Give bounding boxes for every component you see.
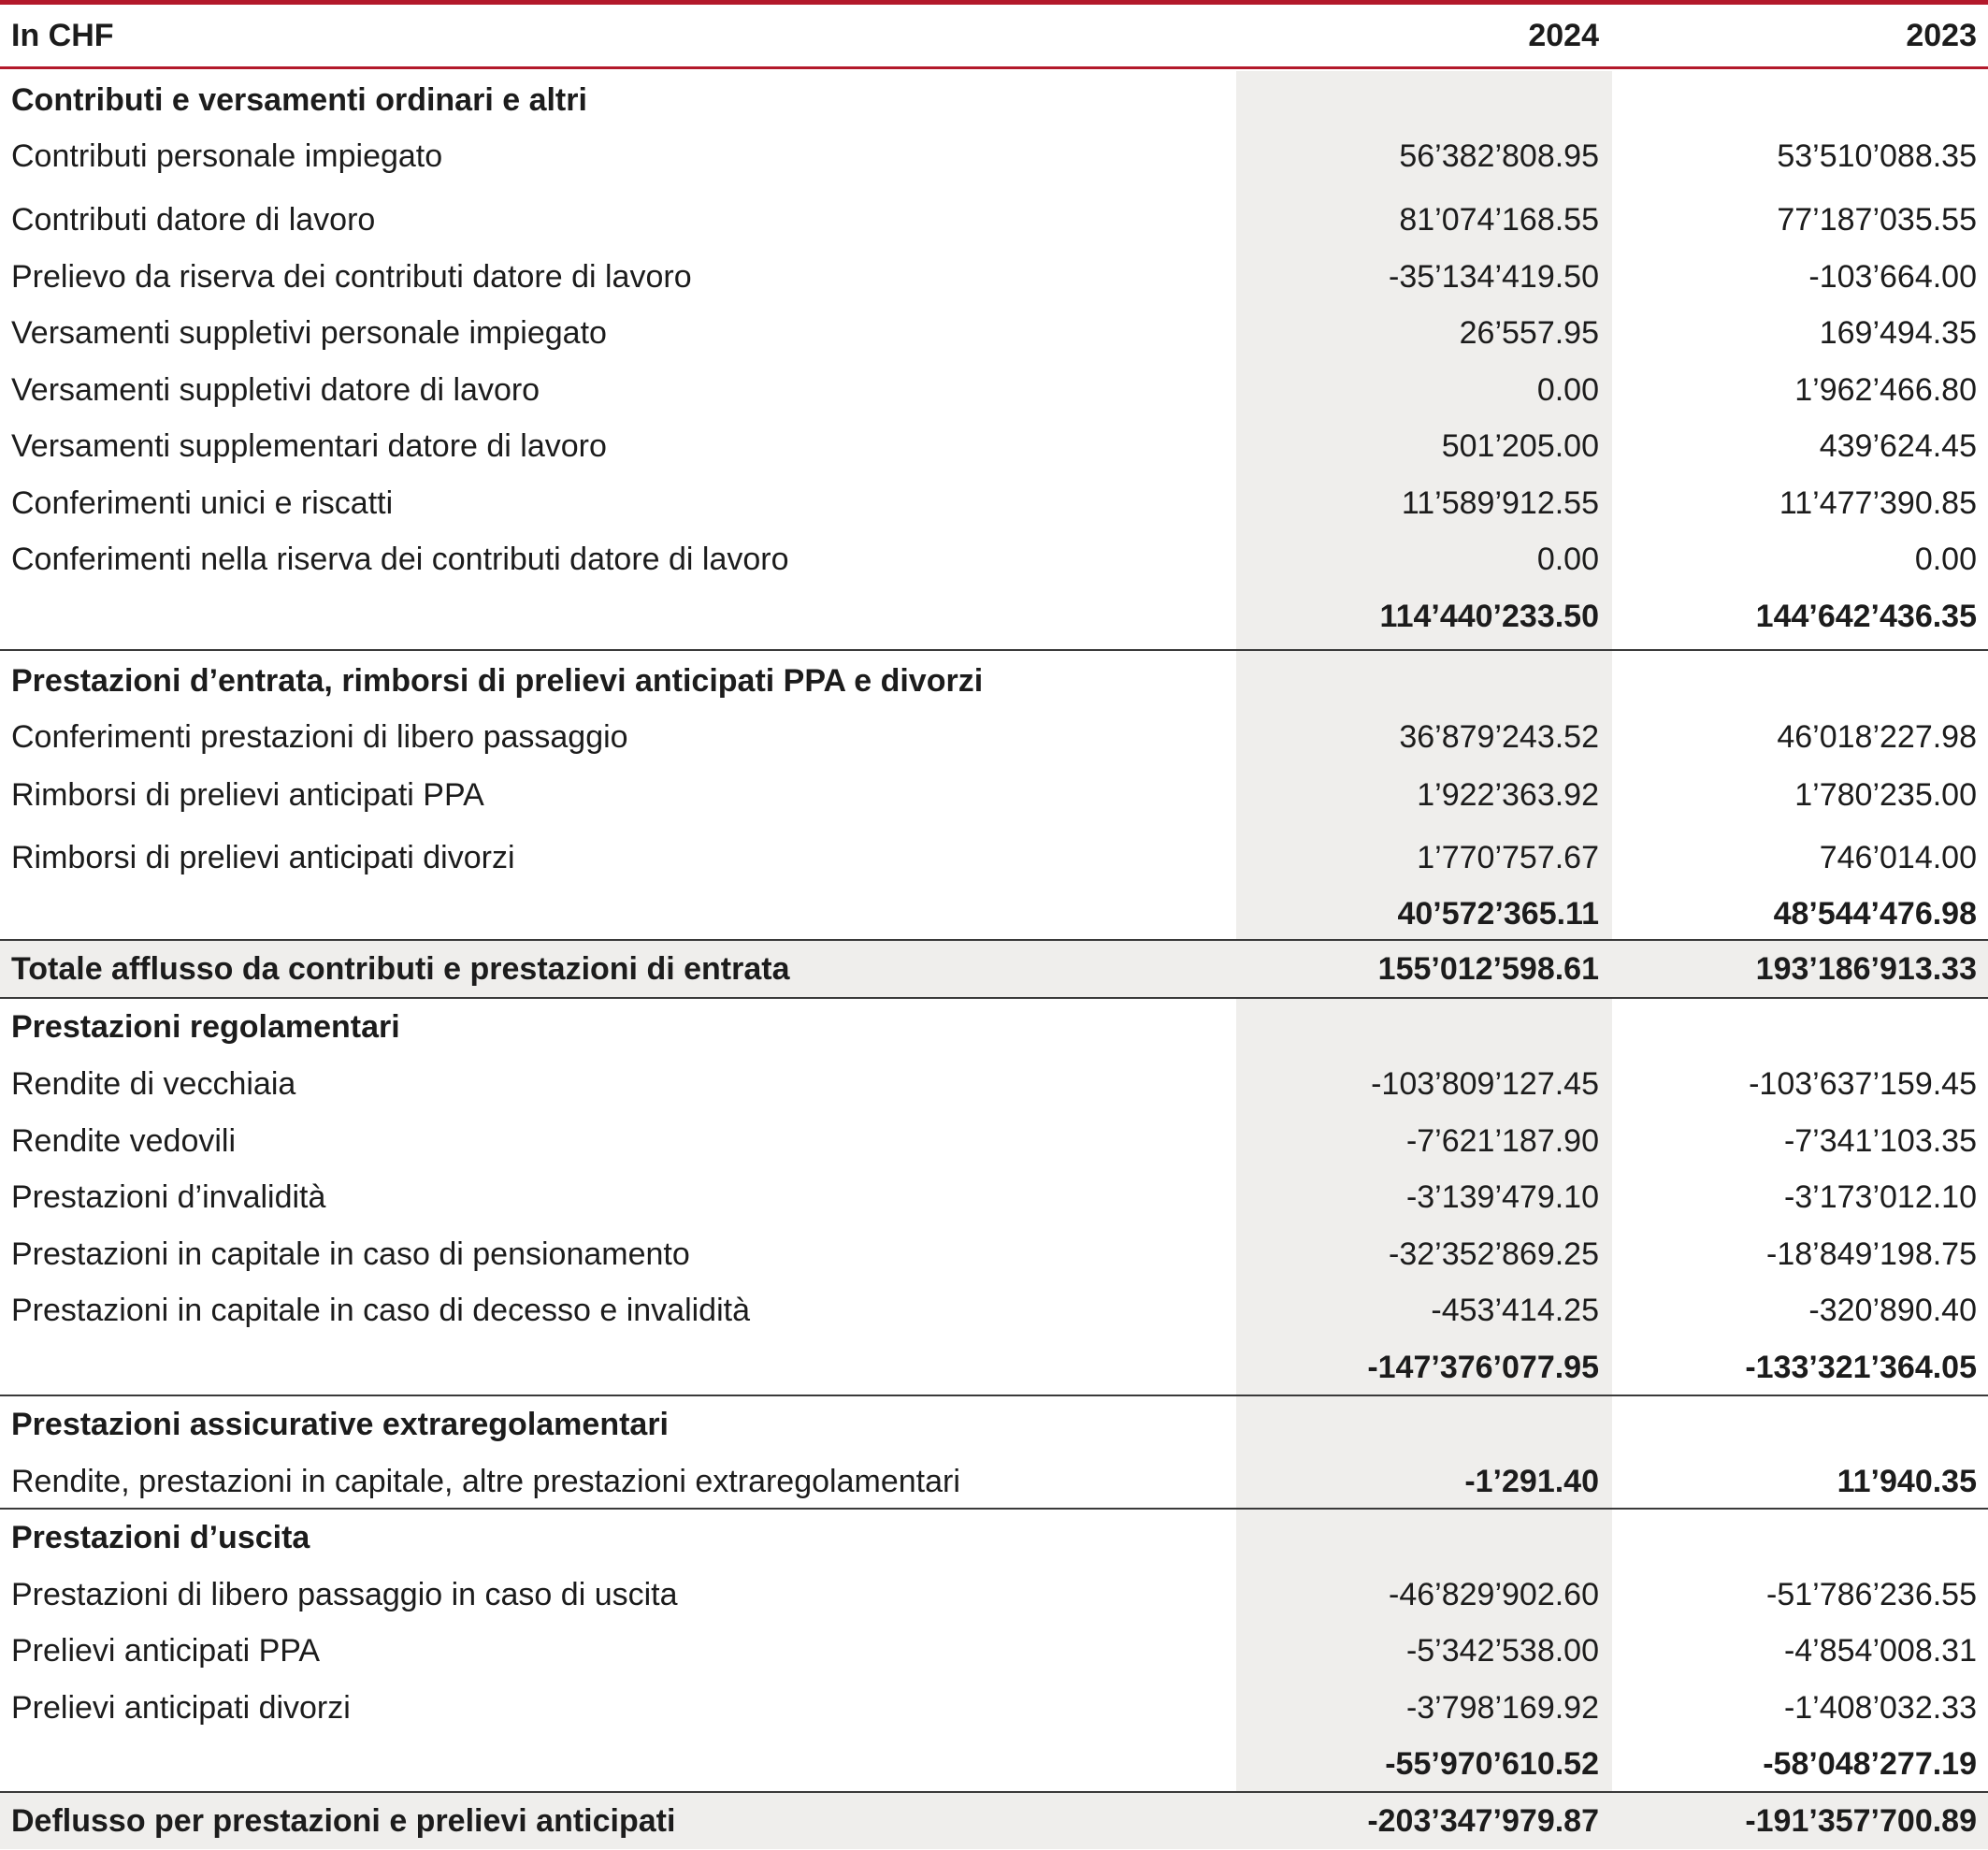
header-label: In CHF — [11, 18, 114, 53]
table-row: Versamenti suppletivi personale impiegato 26’557.95 169’494.35 — [11, 315, 1977, 351]
section-title: Contributi e versamenti ordinari e altri — [11, 82, 587, 118]
table-row: Prestazioni in capitale in caso di decesso e invalidità -453’414.25 -320’890.40 — [11, 1293, 1977, 1328]
section-rule — [0, 997, 1988, 999]
table-row: Rendite, prestazioni in capitale, altre prestazioni extraregolamentari -1’291.40 11’940.35 — [11, 1464, 1977, 1499]
table-row: Prestazioni d’invalidità -3’139’479.10 -3’173’012.10 — [11, 1179, 1977, 1215]
table-row: Rendite di vecchiaia -103’809’127.45 -103’637’159.45 — [11, 1066, 1977, 1102]
table-row: Versamenti suppletivi datore di lavoro 0.00 1’962’466.80 — [11, 372, 1977, 408]
table-row: Prelievo da riserva dei contributi datore di lavoro -35’134’419.50 -103’664.00 — [11, 259, 1977, 295]
table-row: Conferimenti prestazioni di libero passaggio 36’879’243.52 46’018’227.98 — [11, 719, 1977, 755]
table-row: Prelievi anticipati divorzi -3’798’169.92 -1’408’032.33 — [11, 1690, 1977, 1726]
section-rule — [0, 1508, 1988, 1510]
section-rule — [0, 649, 1988, 651]
table-row: Versamenti supplementari datore di lavoro 501’205.00 439’624.45 — [11, 428, 1977, 464]
header-col-2024: 2024 — [1528, 18, 1599, 53]
table-row: Rimborsi di prelievi anticipati divorzi 1’770’757.67 746’014.00 — [11, 840, 1977, 875]
table-row: Prelievi anticipati PPA -5’342’538.00 -4’854’008.31 — [11, 1633, 1977, 1669]
table-row: Contributi personale impiegato 56’382’808.95 53’510’088.35 — [11, 138, 1977, 174]
table-row: Rendite vedovili -7’621’187.90 -7’341’103.35 — [11, 1123, 1977, 1159]
table-row: Prestazioni di libero passaggio in caso di uscita -46’829’902.60 -51’786’236.55 — [11, 1577, 1977, 1612]
section-title: Prestazioni d’uscita — [11, 1520, 310, 1555]
section-rule — [0, 1395, 1988, 1396]
subtotal-row: 114’440’233.50 144’642’436.35 — [1379, 599, 1977, 634]
table-row: Conferimenti unici e riscatti 11’589’912.55 11’477’390.85 — [11, 485, 1977, 521]
total-inflow-row: Totale afflusso da contributi e prestazioni di entrata 155’012’598.61 193’186’913.33 — [0, 941, 1988, 997]
table-row: Conferimenti nella riserva dei contributi datore di lavoro 0.00 0.00 — [11, 542, 1977, 577]
subtotal-row: -147’376’077.95 -133’321’364.05 — [1367, 1350, 1977, 1385]
section-title: Prestazioni d’entrata, rimborsi di prelievi anticipati PPA e divorzi — [11, 663, 984, 699]
total-outflow-row: Deflusso per prestazioni e prelievi anticipati -203’347’979.87 -191’357’700.89 — [0, 1793, 1988, 1849]
top-accent-line — [0, 0, 1988, 5]
table-row: Rimborsi di prelievi anticipati PPA 1’922’363.92 1’780’235.00 — [11, 777, 1977, 813]
subtotal-row: 40’572’365.11 48’544’476.98 — [1397, 896, 1977, 932]
header-col-2023: 2023 — [1906, 18, 1977, 53]
section-title: Prestazioni regolamentari — [11, 1009, 400, 1045]
subtotal-row: -55’970’610.52 -58’048’277.19 — [1385, 1746, 1977, 1782]
table-row: Contributi datore di lavoro 81’074’168.55 77’187’035.55 — [11, 202, 1977, 238]
table-header — [0, 11, 1988, 60]
section-title: Prestazioni assicurative extraregolamentari — [11, 1407, 669, 1442]
header-rule — [0, 66, 1988, 69]
table-row: Prestazioni in capitale in caso di pensionamento -32’352’869.25 -18’849’198.75 — [11, 1236, 1977, 1272]
